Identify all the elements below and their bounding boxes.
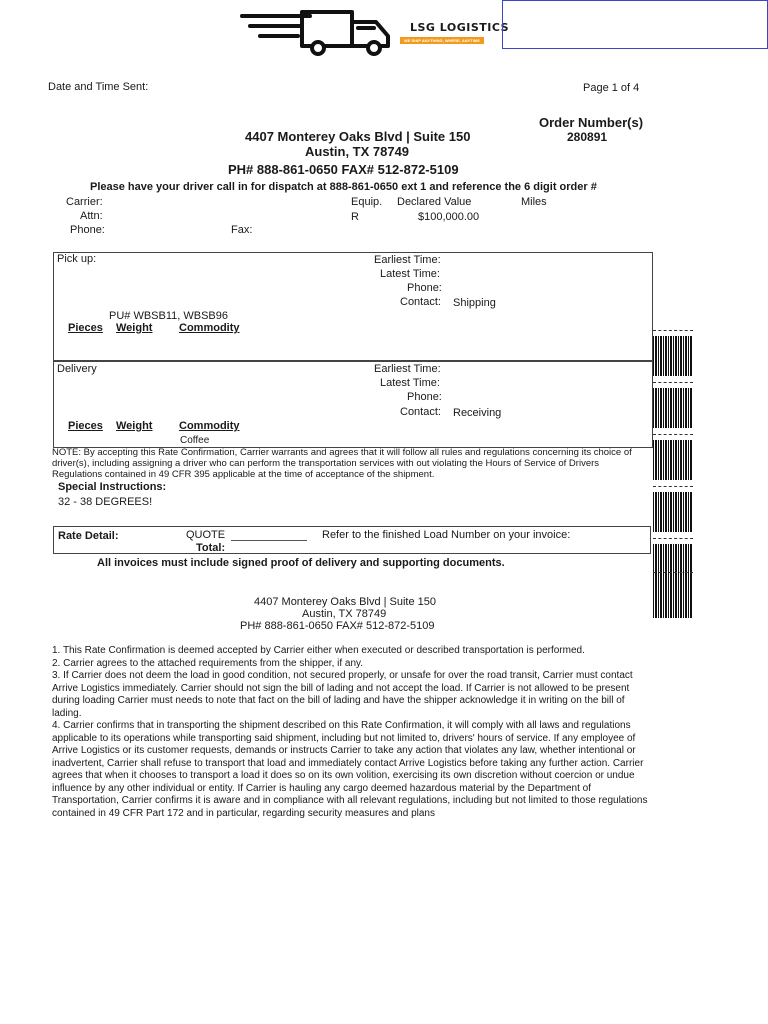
rate-refer-text: Refer to the finished Load Number on your invoice: <box>322 529 571 541</box>
delivery-commodity-value: Coffee <box>180 435 210 446</box>
barcode-4 <box>653 492 693 532</box>
blank-box <box>502 0 768 49</box>
carrier-note: NOTE: By accepting this Rate Confirmation, Carrier warrants and agrees that it will follow all rules and regulations concerning its choice of driver(s), including assigning a driver who can perform the transportation services with out violating the Hours of Service of Drivers Regulations contained in 49 CFR 395 applicable at the time of acceptance of the shipment. <box>52 447 632 480</box>
company-phone-fax: PH# 888-861-0650 FAX# 512-872-5109 <box>228 162 459 177</box>
pickup-contact-value: Shipping <box>453 297 496 309</box>
barcode-6 <box>653 578 693 618</box>
term-2: 2. Carrier agrees to the attached requirements from the shipper, if any. <box>52 657 364 669</box>
carrier-label: Carrier: <box>66 196 103 208</box>
pickup-weight-header: Weight <box>116 322 153 334</box>
carrier-phone-label: Phone: <box>70 224 105 236</box>
pickup-contact-label: Contact: <box>400 296 441 308</box>
terms-list <box>52 645 652 820</box>
footer-address1: 4407 Monterey Oaks Blvd | Suite 150 <box>254 596 437 608</box>
barcode-rule <box>653 486 693 487</box>
page-number: Page 1 of 4 <box>583 82 640 94</box>
pickup-title: Pick up: <box>57 253 97 265</box>
barcode-rule <box>653 572 693 573</box>
order-number: 280891 <box>567 130 608 144</box>
barcode-1 <box>653 336 693 376</box>
date-label: Date and Time Sent: <box>48 81 149 93</box>
pickup-phone-label: Phone: <box>407 282 442 294</box>
declared-label: Declared Value <box>397 196 472 208</box>
quote-line <box>231 540 307 541</box>
delivery-pieces-header: Pieces <box>68 420 103 432</box>
carrier-fax-label: Fax: <box>231 224 253 236</box>
equip-label: Equip. <box>351 196 383 208</box>
attn-label: Attn: <box>80 210 103 222</box>
barcode-rule <box>653 382 693 383</box>
delivery-contact-label: Contact: <box>400 406 441 418</box>
barcode-rule <box>653 538 693 539</box>
barcode-3 <box>653 440 693 480</box>
pickup-latest-label: Latest Time: <box>380 268 440 280</box>
barcode-rule <box>653 330 693 331</box>
logo <box>240 6 510 56</box>
delivery-phone-label: Phone: <box>407 391 442 403</box>
order-label: Order Number(s) <box>539 115 644 130</box>
logo-tagline: WE SHIP ANYTHING, WHERE, ANYTIME <box>400 37 484 44</box>
delivery-section <box>53 360 653 448</box>
declared-value: $100,000.00 <box>418 211 480 223</box>
miles-label: Miles <box>521 196 547 208</box>
special-instructions-value: 32 - 38 DEGREES! <box>58 496 153 508</box>
company-address2: Austin, TX 78749 <box>305 144 410 159</box>
rate-total-label: Total: <box>196 542 226 554</box>
pickup-pu-number: PU# WBSB11, WBSB96 <box>109 310 229 322</box>
term-4: 4. Carrier confirms that in transporting the shipment described on this Rate Confirmation, it will comply with all laws and regulations applicable to its operations while transporting said shipment, including but not limited to, drivers' hours of service. If any employee of Arrive Logistics or its customer requests, demands or instructs Carrier to take any action that violates any law, whether intentional or inadvertent, Carrier shall refuse to transport that load and immediately contact Arrive Logistics before taking any further action. Carrier agrees that when it chooses to transport a load it does so on its own volition, exercising its own discretion without coercion or undue influence by any other individual or entity. If Carrier is hauling any cargo deemed hazardous material by the Department of Transportation, Carrier confirms it is aware and in compliance with all relevant regulations, including but not limited to those regulations contained in 49 CFR Part 172 and in particular, regarding security measures and plans <box>52 720 648 819</box>
rate-detail-label: Rate Detail: <box>58 530 119 542</box>
footer-phone-fax: PH# 888-861-0650 FAX# 512-872-5109 <box>240 620 435 632</box>
rate-quote-label: QUOTE <box>186 529 226 541</box>
pickup-commodity-header: Commodity <box>179 322 240 334</box>
dispatch-note: Please have your driver call in for dispatch at 888-861-0650 ext 1 and reference the 6 digit order # <box>90 181 597 193</box>
pickup-earliest-label: Earliest Time: <box>374 254 441 266</box>
special-instructions-label: Special Instructions: <box>58 481 167 493</box>
delivery-contact-value: Receiving <box>453 407 502 419</box>
delivery-title: Delivery <box>57 363 97 375</box>
delivery-weight-header: Weight <box>116 420 153 432</box>
delivery-earliest-label: Earliest Time: <box>374 363 441 375</box>
barcode-2 <box>653 388 693 428</box>
invoice-note: All invoices must include signed proof of delivery and supporting documents. <box>97 557 505 569</box>
delivery-commodity-header: Commodity <box>179 420 240 432</box>
term-1: 1. This Rate Confirmation is deemed accepted by Carrier either when executed or described transportation is performed. <box>52 645 585 656</box>
footer-address2: Austin, TX 78749 <box>302 608 387 620</box>
pickup-section <box>53 252 653 362</box>
term-3: 3. If Carrier does not deem the load in good condition, not secured properly, or unsafe for over the road transit, Carrier must contact Arrive Logistics immediately. Carrier should not sign the bill of lading and not accept the load. If Carrier is not allowed to be present during loading Carrier must needs to note that fact on the bill of lading and have the shipper acknowledge it in writing on the bill of lading. <box>52 670 633 719</box>
logo-name: LSG LOGISTICS <box>410 21 510 34</box>
company-address1: 4407 Monterey Oaks Blvd | Suite 150 <box>245 129 471 144</box>
barcode-rule <box>653 434 693 435</box>
delivery-truck-icon <box>240 6 410 56</box>
delivery-latest-label: Latest Time: <box>380 377 440 389</box>
pickup-pieces-header: Pieces <box>68 322 103 334</box>
equip-value: R <box>351 211 359 223</box>
